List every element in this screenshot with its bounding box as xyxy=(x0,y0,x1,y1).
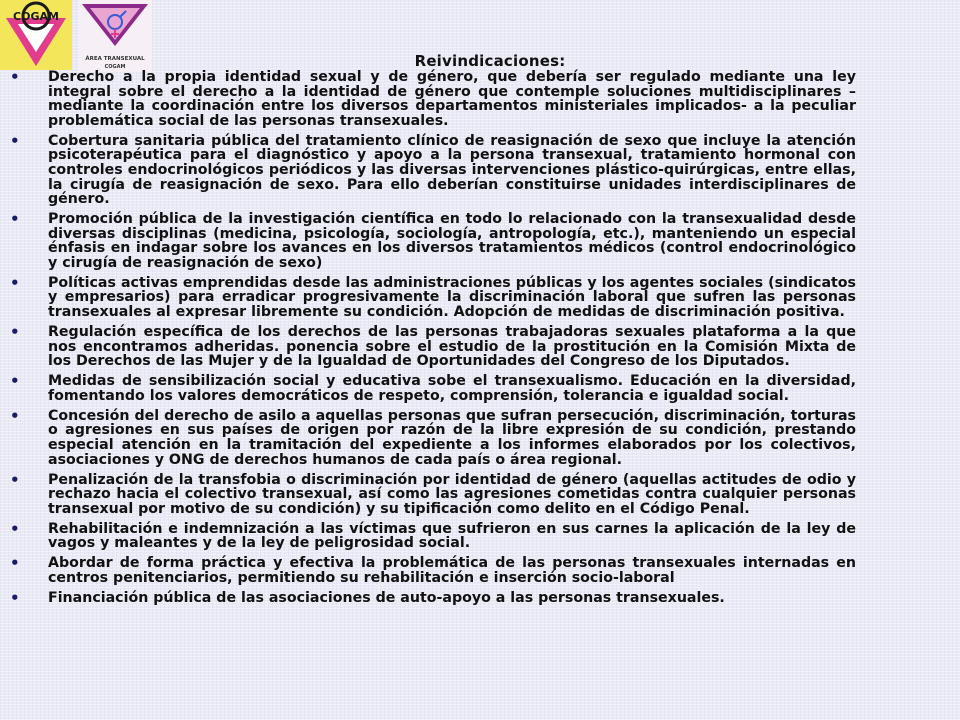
list-item: • Medidas de sensibilización social y educativa sobe el transexualismo. Educación en la diversidad, fomentando los valores democráticos de respeto, comprensión, tolerancia e igualdad social. xyxy=(10,374,856,403)
list-item: • Abordar de forma práctica y efectiva la problemática de las personas transexuales internadas en centros penitenciarios, permitiendo su rehabilitación e inserción socio-laboral xyxy=(10,556,856,585)
page-title: Reivindicaciones: xyxy=(414,52,566,70)
area-logo-line1: ÁREA TRANSEXUAL xyxy=(85,56,145,62)
list-item: • Penalización de la transfobia o discriminación por identidad de género (aquellas actitudes de odio y rechazo hacia el colectivo transexual, así como las agresiones cometidas contra cualquier personas transexual por motivo de su condición) y su tipificación como delito en el Código Penal. xyxy=(10,473,856,517)
list-item: • Concesión del derecho de asilo a aquellas personas que sufran persecución, discriminación, torturas o agresiones en sus países de origen por razón de la libre expresión de su condición, prestando especial atención en la tramitación del expediente a los informes elaborados por los colectivos, asociaciones y ONG de derechos humanos de cada país o área regional. xyxy=(10,409,856,467)
list-item: • Financiación pública de las asociaciones de auto-apoyo a las personas transexuales. xyxy=(10,591,856,606)
list-item: • Regulación específica de los derechos de las personas trabajadoras sexuales plataforma a la que nos encontramos adheridas. ponencia sobre el estudio de la prostitución en la Comisión Mixta de los Derechos de las Mujer y de la Igualdad de Oportunidades del Congreso de los Diputados. xyxy=(10,325,856,369)
area-logo-line2: COGAM xyxy=(104,64,126,70)
list-item: • Políticas activas emprendidas desde las administraciones públicas y los agentes sociales (sindicatos y empresarios) para erradicar progresivamente la discriminación laboral que sufren las personas transexuales al expresar libremente su condición. Adopción de medidas de discriminación positiva. xyxy=(10,276,856,320)
list-item: • Rehabilitación e indemnización a las víctimas que sufrieron en sus carnes la aplicación de la ley de vagos y maleantes y de la ley de peligrosidad social. xyxy=(10,522,856,551)
cogam-logo-text: COGAM xyxy=(13,10,59,23)
list-item: • Derecho a la propia identidad sexual y de género, que debería ser regulado mediante una ley integral sobre el derecho a la identidad de género que contemple soluciones multidisciplinares – mediante la coordinación entre los diversos departamentos ministeriales implicados- a la peculiar problemática social de las personas transexuales. xyxy=(10,70,856,128)
list-item: • Cobertura sanitaria pública del tratamiento clínico de reasignación de sexo que incluye la atención psicoterapéutica para el diagnóstico y apoyo a la persona transexual, tratamiento hormonal con controles endocrinológicos periódicos y las diversas intervenciones plástico-quirúrgicas, entre ellas, la cirugía de reasignación de sexo. Para ello deberían constituirse unidades interdisciplinares de género. xyxy=(10,134,856,207)
demands-list xyxy=(10,70,856,611)
list-item: • Promoción pública de la investigación científica en todo lo relacionado con la transexualidad desde diversas disciplinas (medicina, psicología, sociología, antropología, etc.), manteniendo un especial énfasis en indagar sobre los avances en los diversos tratamientos médicos (control endocrinológico y cirugía de reasignación de sexo) xyxy=(10,212,856,270)
